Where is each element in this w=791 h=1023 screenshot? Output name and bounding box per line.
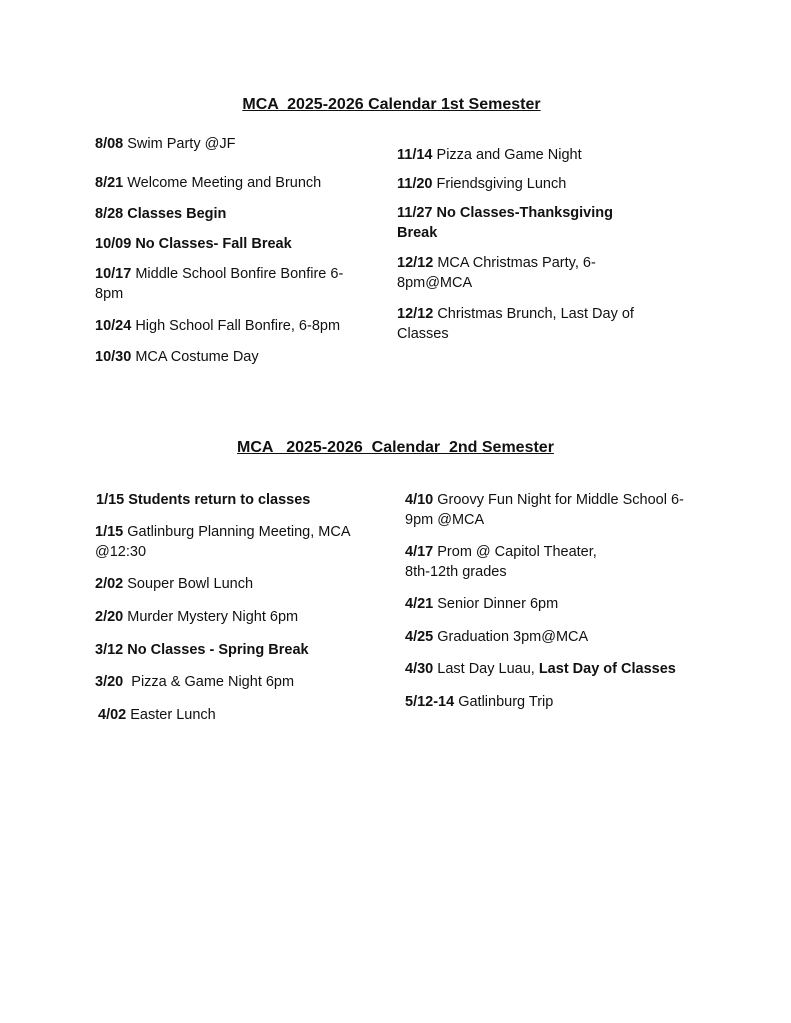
event-text: Pizza and Game Night: [432, 147, 582, 163]
event-item: [95, 574, 375, 594]
event-date: 1/15: [95, 524, 124, 540]
event-date: 2/20: [95, 609, 124, 625]
event-text: Swim Party @JF: [123, 136, 236, 152]
event-item: [405, 542, 695, 582]
event-date: 8/21: [95, 175, 124, 191]
event-item: [95, 316, 375, 336]
event-date: 3/20: [95, 674, 124, 690]
event-item: [95, 264, 355, 304]
event-item: [95, 347, 375, 367]
event-text: No Classes-Thanksgiving Break: [397, 205, 613, 241]
event-item: [397, 145, 667, 165]
event-date: 12/12: [397, 306, 434, 322]
event-text: MCA Christmas Party, 6-8pm@MCA: [397, 255, 596, 291]
event-text: Groovy Fun Night for Middle School 6-9pm @MCA: [405, 492, 684, 528]
semester2-title: MCA 2025-2026 Calendar 2nd Semester: [237, 439, 554, 456]
event-text: MCA Costume Day: [131, 349, 259, 365]
semester1-title: MCA 2025-2026 Calendar 1st Semester: [242, 96, 541, 113]
event-text: Prom @ Capitol Theater,: [433, 544, 597, 560]
event-text: Senior Dinner 6pm: [433, 596, 559, 612]
event-text: Students return to classes: [124, 492, 311, 508]
event-item: [405, 692, 695, 712]
event-item: [96, 490, 386, 510]
event-item: [95, 134, 375, 154]
event-item: [98, 705, 378, 725]
event-date: 8/28: [95, 206, 124, 222]
event-item: [95, 522, 380, 562]
event-item: [405, 594, 695, 614]
event-item: [397, 203, 647, 243]
event-date: 11/14: [397, 147, 433, 163]
event-date: 4/25: [405, 629, 434, 645]
event-text: Murder Mystery Night 6pm: [123, 609, 299, 625]
event-date: 10/17: [95, 266, 132, 282]
event-text: Classes Begin: [123, 206, 227, 222]
event-date: 12/12: [397, 255, 434, 271]
event-text: Pizza & Game Night 6pm: [123, 674, 295, 690]
event-text: No Classes- Fall Break: [131, 236, 292, 252]
event-text: Friendsgiving Lunch: [432, 176, 567, 192]
event-text: No Classes - Spring Break: [123, 642, 309, 658]
event-date: 4/10: [405, 492, 434, 508]
event-text: Gatlinburg Trip: [454, 694, 554, 710]
event-date: 4/30: [405, 661, 434, 677]
event-text: Last Day Luau,: [433, 661, 539, 677]
event-date: 8/08: [95, 136, 124, 152]
event-item: [95, 672, 375, 692]
event-item: [405, 490, 695, 530]
event-text: Easter Lunch: [126, 707, 216, 723]
event-date: 10/24: [95, 318, 132, 334]
event-item: [95, 640, 375, 660]
event-date: 1/15: [96, 492, 125, 508]
event-date: 10/30: [95, 349, 132, 365]
event-date: 5/12-14: [405, 694, 455, 710]
event-item: [397, 304, 667, 344]
event-date: 2/02: [95, 576, 124, 592]
event-date: 11/20: [397, 176, 433, 192]
event-date: 4/17: [405, 544, 434, 560]
event-item: [95, 607, 375, 627]
event-date: 10/09: [95, 236, 132, 252]
event-text: Welcome Meeting and Brunch: [123, 175, 322, 191]
event-text: Gatlinburg Planning Meeting, MCA @12:30: [95, 524, 350, 560]
event-item: [397, 253, 612, 293]
event-date: 4/02: [98, 707, 127, 723]
event-date: 11/27: [397, 205, 433, 221]
event-text: Christmas Brunch, Last Day of Classes: [397, 306, 634, 342]
event-text: Graduation 3pm@MCA: [433, 629, 589, 645]
event-item: [95, 173, 375, 193]
event-text: Souper Bowl Lunch: [123, 576, 254, 592]
event-date: 3/12: [95, 642, 124, 658]
event-item: [95, 204, 375, 224]
event-text: High School Fall Bonfire, 6-8pm: [131, 318, 341, 334]
event-item: [95, 234, 375, 254]
event-text: Middle School Bonfire Bonfire 6-8pm: [95, 266, 344, 302]
event-date: 4/21: [405, 596, 434, 612]
event-text-bold: Last Day of Classes: [538, 661, 676, 677]
event-text-line2: 8th-12th grades: [405, 564, 507, 580]
event-item: [397, 174, 667, 194]
event-item: [405, 627, 695, 647]
event-item: [405, 659, 725, 679]
